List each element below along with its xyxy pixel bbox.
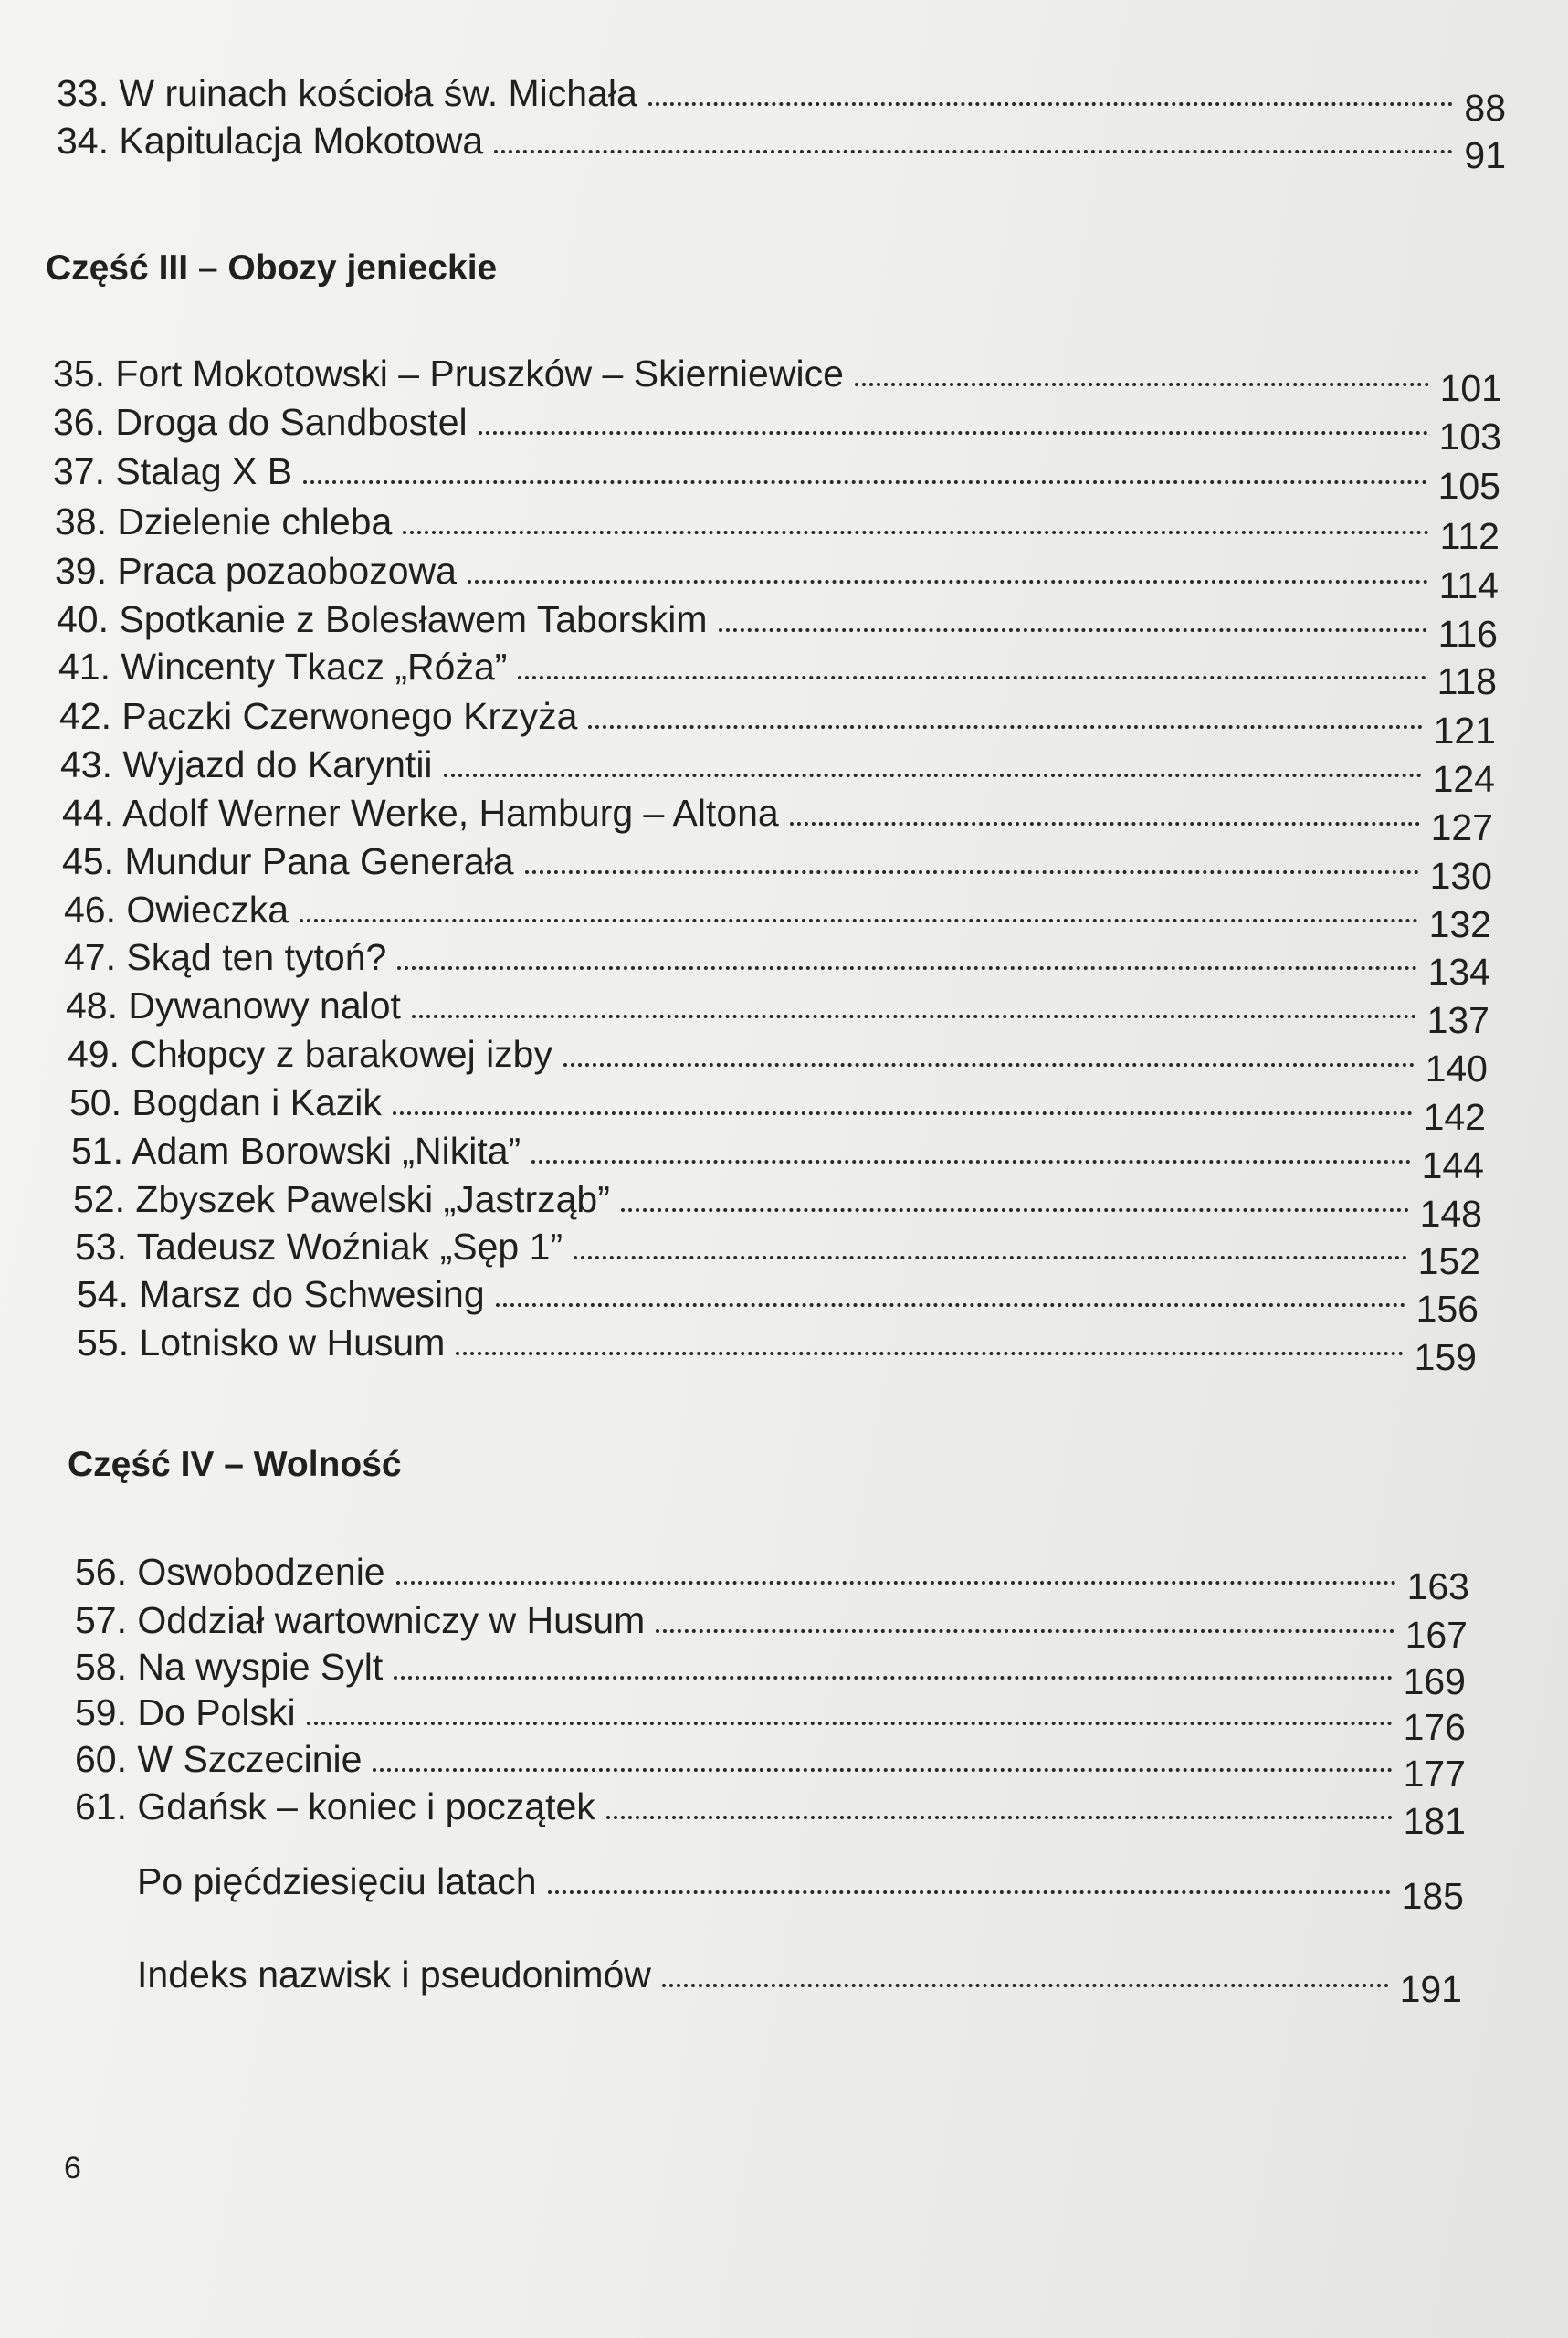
toc-entry-title: 39. Praca pozaobozowa (55, 550, 457, 592)
toc-entry-title: 56. Oswobodzenie (75, 1551, 385, 1593)
toc-entry-title: 51. Adam Borowski „Nikita” (71, 1130, 521, 1172)
toc-entry-page: 191 (1399, 1968, 1462, 2010)
toc-entry-title: 46. Owieczka (64, 889, 289, 931)
toc-entry (75, 1550, 1469, 1607)
toc-entry-title: 60. W Szczecinie (75, 1738, 363, 1780)
dot-leader (525, 870, 1419, 874)
toc-entry (53, 400, 1501, 458)
toc-entry (62, 791, 1493, 848)
toc-entry-page: 167 (1405, 1614, 1468, 1656)
toc-entry-page: 91 (1464, 134, 1506, 176)
toc-entry (71, 1129, 1484, 1186)
page-number: 6 (64, 2151, 81, 2185)
toc-entry-title: 37. Stalag X B (53, 450, 293, 492)
toc-entry-title: Indeks nazwisk i pseudonimów (137, 1954, 651, 1996)
toc-entry-page: 176 (1403, 1706, 1466, 1748)
toc-entry-title: 58. Na wyspie Sylt (75, 1646, 384, 1688)
toc-entry (75, 1225, 1480, 1282)
toc-entry (77, 1321, 1477, 1378)
toc-entry-page: 121 (1433, 710, 1496, 752)
toc-entry (75, 1598, 1468, 1656)
dot-leader (494, 150, 1453, 153)
toc-entry (55, 549, 1499, 606)
toc-entry-page: 177 (1403, 1753, 1466, 1795)
toc-entry-title: 44. Adolf Werner Werke, Hamburg – Altona (62, 792, 779, 834)
dot-leader (588, 725, 1422, 729)
toc-entry-title: 40. Spotkanie z Bolesławem Taborskim (57, 598, 708, 640)
toc-entry-title: 48. Dywanowy nalot (66, 985, 401, 1027)
toc-entry-title: 38. Dzielenie chleba (55, 500, 393, 542)
toc-entry-page: 144 (1421, 1144, 1484, 1186)
toc-entry-page: 140 (1425, 1048, 1488, 1090)
dot-leader (396, 1581, 1396, 1585)
toc-entry (62, 839, 1492, 897)
toc-entry-page: 114 (1438, 564, 1499, 606)
toc-entry-title: 49. Chłopcy z barakowej izby (68, 1033, 552, 1075)
toc-entry-title: 61. Gdańsk – koniec i początek (75, 1785, 595, 1827)
dot-leader (468, 580, 1428, 584)
toc-entry (60, 742, 1495, 800)
toc-entry-page: 142 (1423, 1096, 1486, 1138)
dot-leader (394, 1676, 1392, 1680)
toc-entry-title: 57. Oddział wartowniczy w Husum (75, 1599, 646, 1641)
toc-entry (75, 1737, 1466, 1795)
toc-entry-page: 163 (1406, 1565, 1469, 1607)
dot-leader (373, 1768, 1392, 1772)
dot-leader (397, 966, 1416, 970)
toc-entry (64, 935, 1490, 993)
dot-leader (403, 531, 1428, 534)
toc-entry-title: 43. Wyjazd do Karyntii (60, 743, 433, 785)
toc-entry-page: 88 (1464, 87, 1506, 129)
toc-entry-page: 156 (1415, 1288, 1479, 1330)
toc-entry (137, 1859, 1464, 1917)
toc-entry (64, 888, 1491, 945)
toc-entry-title: Po pięćdziesięciu latach (137, 1860, 537, 1902)
toc-entry-page: 185 (1401, 1875, 1464, 1917)
toc-entry-title: 33. W ruinach kościoła św. Michała (57, 72, 637, 114)
toc-entry-page: 118 (1436, 660, 1497, 702)
toc-entry-title: 34. Kapitulacja Mokotowa (57, 120, 484, 162)
toc-entry-title: 53. Tadeusz Woźniak „Sęp 1” (75, 1226, 563, 1268)
toc-entry-page: 112 (1439, 515, 1500, 557)
toc-entry (58, 645, 1497, 702)
toc-entry-page: 103 (1438, 416, 1501, 458)
section-heading-part-4: Część IV – Wolność (68, 1445, 402, 1484)
toc-entry (69, 1080, 1486, 1138)
dot-leader (790, 822, 1420, 826)
toc-entry-title: 54. Marsz do Schwesing (77, 1273, 485, 1315)
toc-entry (77, 1272, 1479, 1330)
toc-entry (57, 119, 1506, 176)
toc-entry-page: 152 (1417, 1240, 1480, 1282)
toc-entry (75, 1690, 1466, 1748)
toc-entry (57, 71, 1506, 129)
dot-leader (496, 1303, 1405, 1307)
toc-entry-page: 148 (1419, 1193, 1482, 1235)
toc-entry-page: 181 (1403, 1800, 1466, 1842)
dot-leader (412, 1015, 1416, 1018)
dot-leader (656, 1629, 1394, 1633)
toc-entry-title: 55. Lotnisko w Husum (77, 1322, 446, 1364)
dot-leader (548, 1890, 1391, 1894)
toc-entry (66, 984, 1489, 1041)
dot-leader (606, 1816, 1393, 1819)
toc-entry (53, 449, 1500, 507)
toc-entry-title: 50. Bogdan i Kazik (69, 1081, 382, 1123)
toc-entry-title: 45. Mundur Pana Generała (62, 840, 514, 882)
toc-entry (137, 1953, 1462, 2010)
toc-entry-page: 132 (1428, 903, 1491, 945)
toc-entry-title: 35. Fort Mokotowski – Pruszków – Skierniewice (53, 353, 844, 395)
toc-entry (75, 1645, 1466, 1702)
toc-entry-page: 169 (1403, 1660, 1466, 1702)
dot-leader (648, 102, 1454, 106)
dot-leader (563, 1063, 1415, 1067)
dot-leader (518, 676, 1426, 679)
toc-entry (55, 500, 1500, 557)
dot-leader (456, 1352, 1403, 1355)
toc-entry-page: 137 (1426, 999, 1489, 1041)
toc-entry-title: 59. Do Polski (75, 1691, 296, 1733)
toc-entry-page: 116 (1437, 613, 1498, 655)
toc-entry-title: 41. Wincenty Tkacz „Róża” (58, 646, 508, 688)
toc-entry (53, 352, 1502, 409)
dot-leader (393, 1111, 1413, 1115)
toc-entry-title: 47. Skąd ten tytoń? (64, 936, 387, 978)
dot-leader (479, 431, 1428, 435)
dot-leader (855, 383, 1429, 386)
dot-leader (307, 1722, 1393, 1725)
toc-entry (68, 1032, 1488, 1090)
dot-leader (531, 1160, 1410, 1164)
dot-leader (662, 1984, 1389, 1987)
dot-leader (621, 1208, 1409, 1212)
toc-entry-page: 124 (1432, 758, 1495, 800)
toc-entry-page: 127 (1430, 806, 1493, 848)
toc-entry (59, 694, 1496, 752)
section-heading-part-3: Część III – Obozy jenieckie (46, 248, 498, 288)
dot-leader (303, 480, 1426, 484)
dot-leader (719, 628, 1427, 632)
toc-entry-page: 105 (1437, 465, 1500, 507)
toc-entry (75, 1785, 1466, 1842)
toc-entry-title: 52. Zbyszek Pawelski „Jastrząb” (73, 1178, 610, 1220)
dot-leader (574, 1256, 1407, 1259)
toc-entry-page: 159 (1414, 1336, 1477, 1378)
toc-entry-title: 42. Paczki Czerwonego Krzyża (59, 695, 578, 737)
toc-entry (73, 1177, 1482, 1235)
dot-leader (300, 919, 1417, 922)
toc-entry-page: 130 (1429, 855, 1492, 897)
toc-entry-page: 134 (1427, 951, 1490, 993)
toc-entry-page: 101 (1439, 367, 1502, 409)
toc-entry-title: 36. Droga do Sandbostel (53, 401, 468, 443)
toc-entry (57, 597, 1498, 655)
dot-leader (444, 774, 1422, 777)
